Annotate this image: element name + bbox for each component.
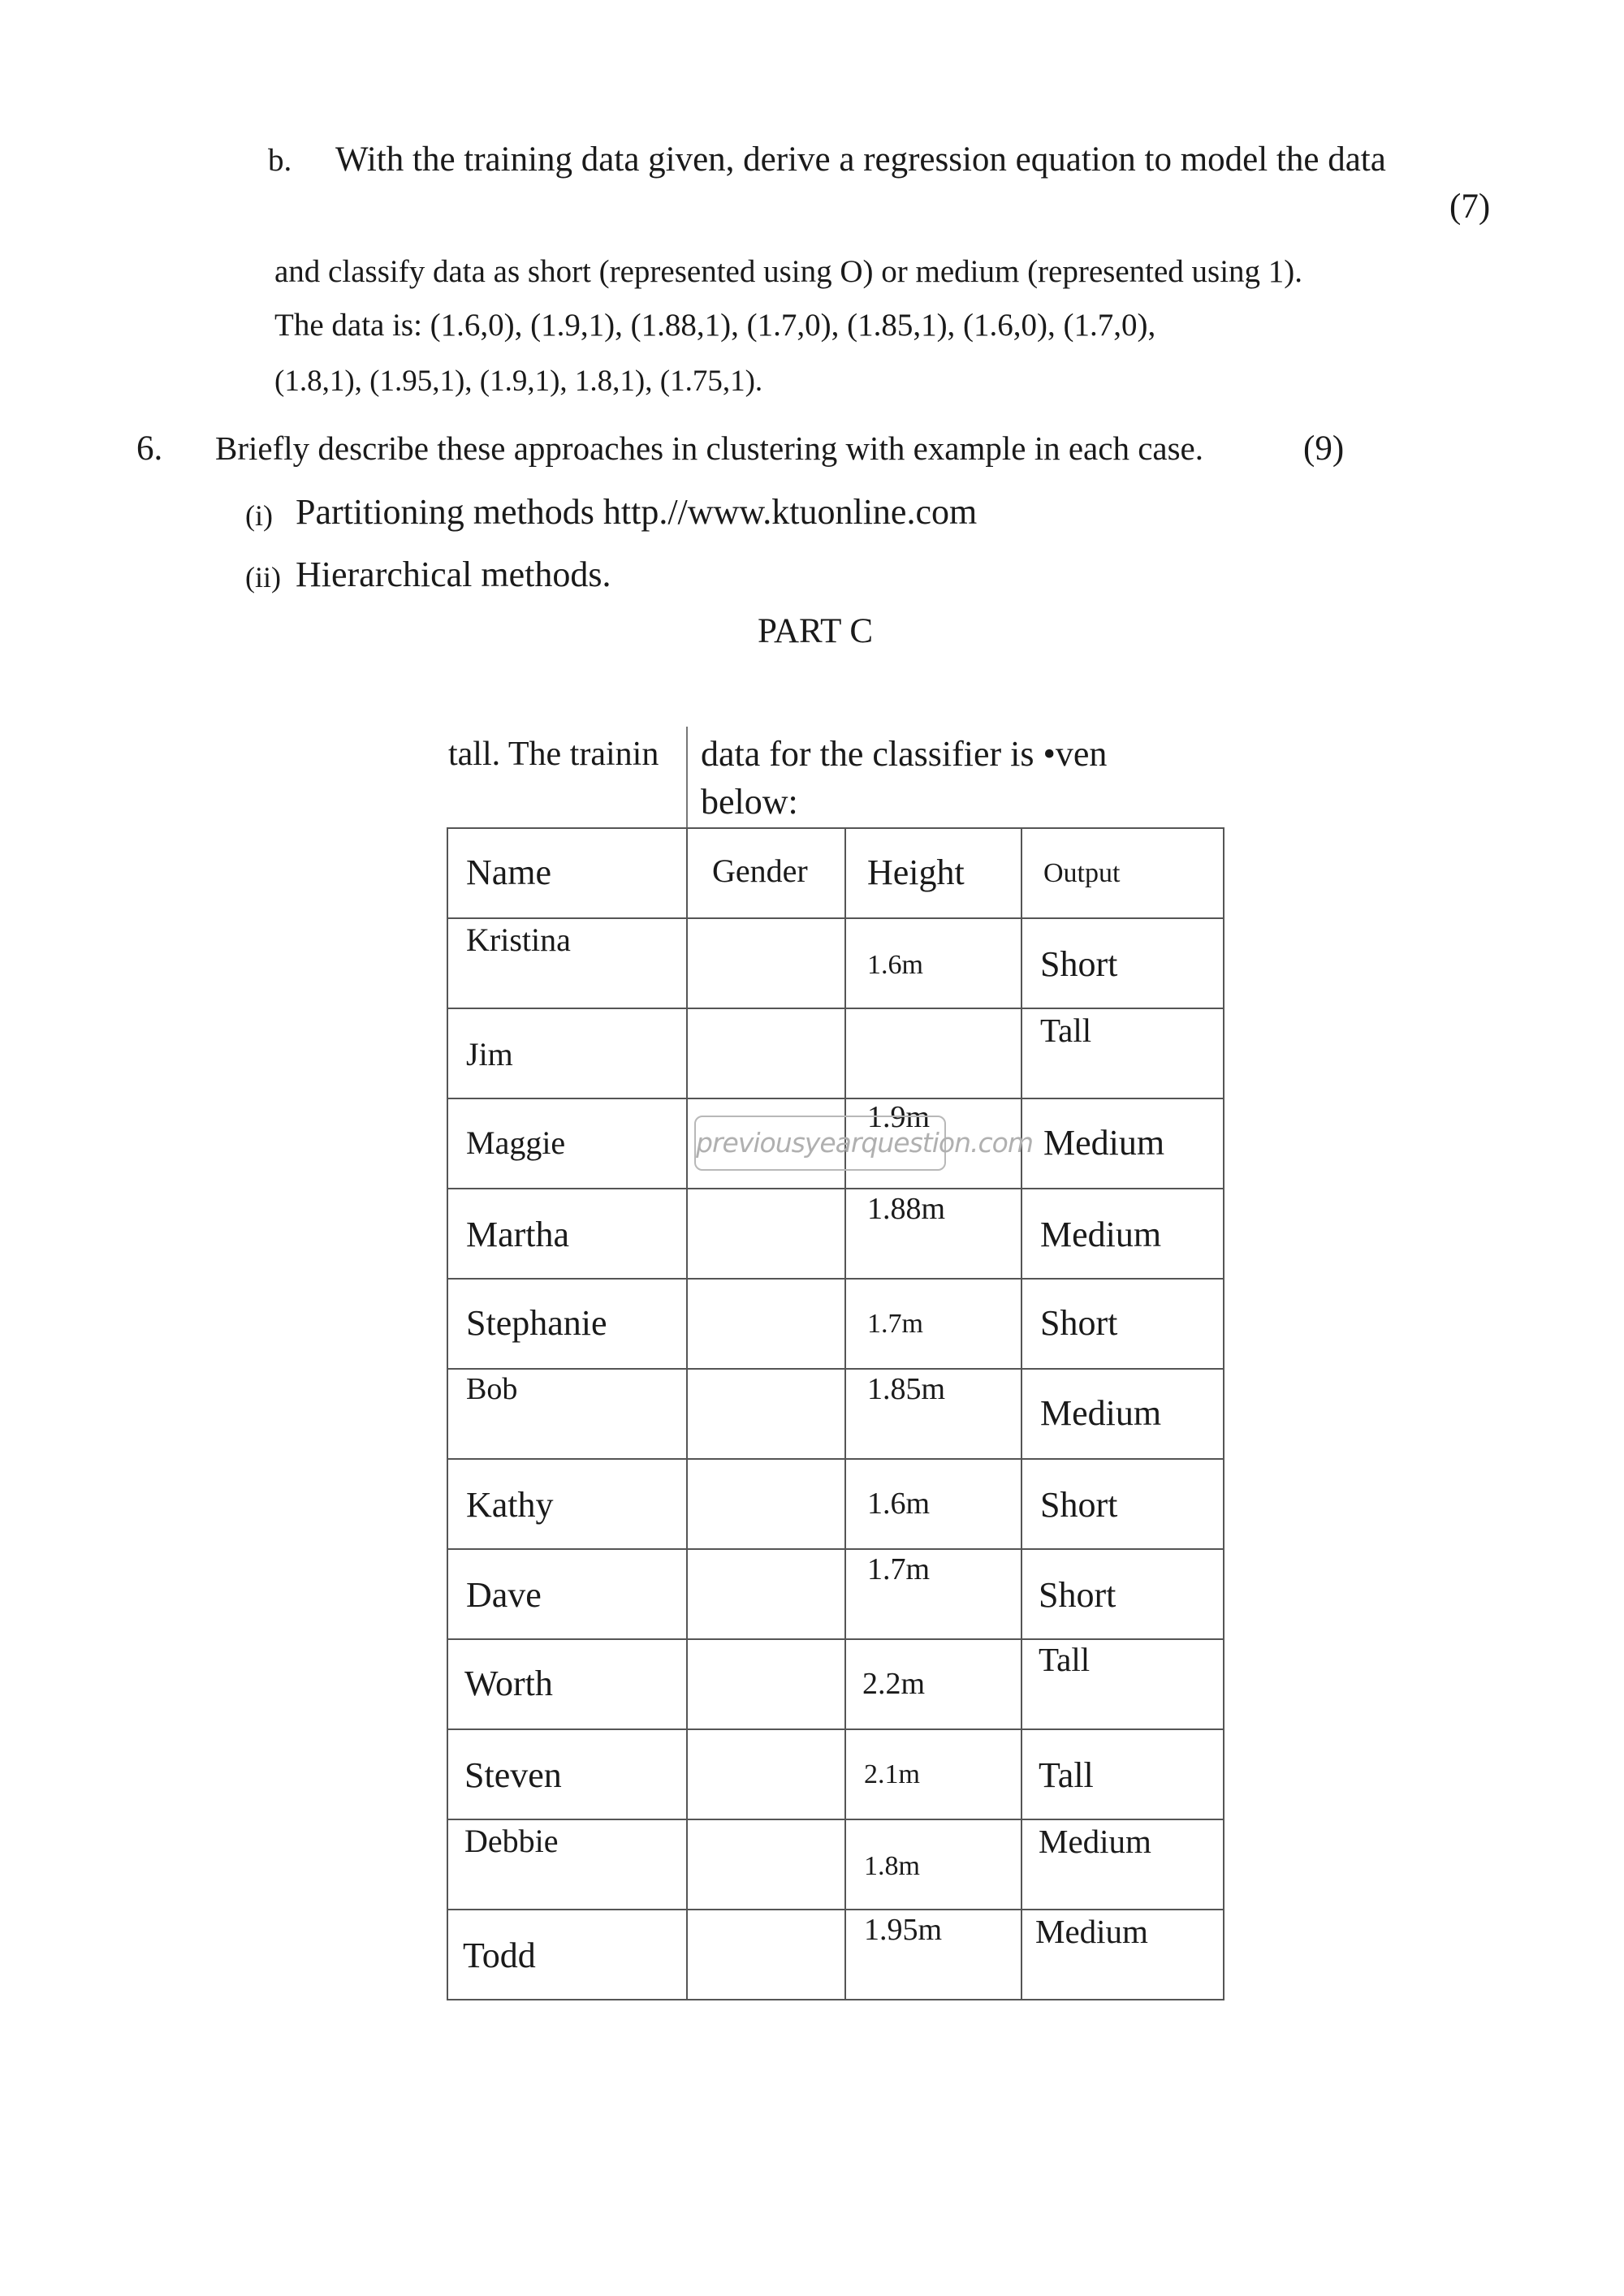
row-output: Tall — [1039, 1755, 1094, 1795]
output-cell — [1021, 1459, 1224, 1549]
table-caption-right-line1: data for the classifier is •ven — [701, 734, 1108, 774]
question-6-marks: (9) — [1303, 429, 1345, 468]
row-height: 1.8m — [864, 1851, 920, 1881]
table-row — [447, 1459, 1224, 1549]
height-cell — [845, 1459, 1021, 1549]
question-b-label: b. — [268, 143, 292, 178]
name-cell — [447, 1639, 687, 1729]
gender-cell — [687, 1549, 845, 1639]
question-b-line2: and classify data as short (represented using O) or medium (represented using 1). — [274, 254, 1303, 289]
table-row — [447, 1729, 1224, 1819]
row-name: Kristina — [466, 921, 571, 958]
output-cell — [1021, 1729, 1224, 1819]
row-name: Todd — [463, 1936, 536, 1975]
height-cell — [845, 1369, 1021, 1459]
question-b-line1: With the training data given, derive a regression equation to model the data — [335, 140, 1386, 179]
gender-cell — [687, 1729, 845, 1819]
height-cell — [845, 1008, 1021, 1098]
name-cell — [447, 1459, 687, 1549]
name-cell — [447, 1189, 687, 1279]
output-cell — [1021, 918, 1224, 1008]
height-cell — [845, 1729, 1021, 1819]
row-height: 1.7m — [867, 1309, 923, 1339]
table-row — [447, 918, 1224, 1008]
row-name: Worth — [464, 1664, 553, 1703]
name-cell — [447, 1008, 687, 1098]
question-6-item-label: (i) — [245, 499, 273, 532]
table-row — [447, 1369, 1224, 1459]
row-output: Short — [1040, 1485, 1118, 1525]
header-gender: Gender — [712, 852, 808, 889]
header-cell — [687, 828, 845, 918]
question-b-marks: (7) — [1449, 188, 1491, 226]
row-output: Short — [1039, 1575, 1116, 1615]
row-output: Medium — [1035, 1913, 1148, 1950]
name-cell — [447, 1549, 687, 1639]
caption-divider — [686, 727, 688, 828]
row-height: 1.88m — [867, 1192, 946, 1226]
row-height: 2.1m — [864, 1759, 920, 1789]
question-6-item-label: (ii) — [245, 561, 281, 593]
row-name: Maggie — [466, 1124, 566, 1161]
table-row — [447, 1819, 1224, 1910]
height-cell — [845, 1639, 1021, 1729]
row-name: Stephanie — [466, 1303, 607, 1343]
part-heading: PART C — [758, 612, 874, 650]
watermark-logo: previousyearquestion.com — [694, 1116, 946, 1171]
gender-cell — [687, 1189, 845, 1279]
output-cell — [1021, 1639, 1224, 1729]
row-height: 2.2m — [862, 1667, 926, 1701]
question-b-line3: The data is: (1.6,0), (1.9,1), (1.88,1), (1.7,0), (1.85,1), (1.6,0), (1.7,0), — [274, 308, 1156, 343]
row-height: 1.7m — [867, 1552, 931, 1586]
height-cell — [845, 1910, 1021, 2000]
header-cell — [845, 828, 1021, 918]
row-height: 1.6m — [867, 950, 923, 980]
table-row — [447, 1549, 1224, 1639]
question-6-item-text: Partitioning methods http.//www.ktuonline.com — [296, 492, 978, 532]
output-cell — [1021, 1549, 1224, 1639]
training-data-table — [447, 827, 1224, 2000]
output-cell — [1021, 1098, 1224, 1189]
output-cell — [1021, 1189, 1224, 1279]
table-row — [447, 1189, 1224, 1279]
row-output: Medium — [1039, 1823, 1151, 1860]
row-output: Medium — [1040, 1215, 1162, 1254]
name-cell — [447, 1910, 687, 2000]
table-row — [447, 1008, 1224, 1098]
name-cell — [447, 1729, 687, 1819]
gender-cell — [687, 1459, 845, 1549]
row-output: Medium — [1040, 1393, 1162, 1433]
row-name: Jim — [466, 1036, 513, 1072]
gender-cell — [687, 1910, 845, 2000]
output-cell — [1021, 1369, 1224, 1459]
height-cell — [845, 1819, 1021, 1910]
name-cell — [447, 918, 687, 1008]
output-cell — [1021, 1819, 1224, 1910]
name-cell — [447, 1819, 687, 1910]
question-6-number: 6. — [136, 429, 163, 468]
row-output: Medium — [1043, 1123, 1165, 1163]
row-height: 1.6m — [867, 1487, 931, 1521]
output-cell — [1021, 1910, 1224, 2000]
gender-cell — [687, 1639, 845, 1729]
header-height: Height — [867, 852, 965, 892]
row-name: Steven — [464, 1755, 562, 1795]
row-name: Kathy — [466, 1485, 554, 1525]
header-cell — [1021, 828, 1224, 918]
gender-cell — [687, 1279, 845, 1369]
header-output: Output — [1043, 858, 1121, 888]
header-cell — [447, 828, 687, 918]
name-cell — [447, 1098, 687, 1189]
name-cell — [447, 1369, 687, 1459]
table-header-row — [447, 828, 1224, 918]
row-output: Short — [1040, 944, 1118, 984]
gender-cell — [687, 1369, 845, 1459]
row-output: Tall — [1040, 1012, 1092, 1049]
row-height: 1.9m — [867, 1100, 931, 1134]
table-row — [447, 1279, 1224, 1369]
question-b-line4: (1.8,1), (1.95,1), (1.9,1), 1.8,1), (1.75,1). — [274, 365, 763, 398]
output-cell — [1021, 1279, 1224, 1369]
height-cell — [845, 1189, 1021, 1279]
height-cell — [845, 918, 1021, 1008]
row-name: Martha — [466, 1215, 570, 1254]
row-name: Dave — [466, 1575, 542, 1615]
row-height: 1.85m — [867, 1372, 946, 1406]
table-row — [447, 1910, 1224, 2000]
table-row — [447, 1639, 1224, 1729]
table-caption-left: tall. The trainin — [448, 736, 659, 773]
question-6-text: Briefly describe these approaches in clustering with example in each case. — [215, 429, 1203, 467]
output-cell — [1021, 1008, 1224, 1098]
row-name: Bob — [466, 1372, 518, 1406]
row-output: Tall — [1039, 1641, 1091, 1678]
gender-cell — [687, 1819, 845, 1910]
height-cell — [845, 1549, 1021, 1639]
question-6-item-text: Hierarchical methods. — [296, 555, 611, 594]
height-cell — [845, 1279, 1021, 1369]
gender-cell — [687, 918, 845, 1008]
name-cell — [447, 1279, 687, 1369]
row-height: 1.95m — [864, 1913, 943, 1947]
gender-cell — [687, 1008, 845, 1098]
row-name: Debbie — [464, 1823, 559, 1859]
header-name: Name — [466, 852, 552, 892]
row-output: Short — [1040, 1303, 1118, 1343]
table-caption-right-line2: below: — [701, 782, 798, 822]
